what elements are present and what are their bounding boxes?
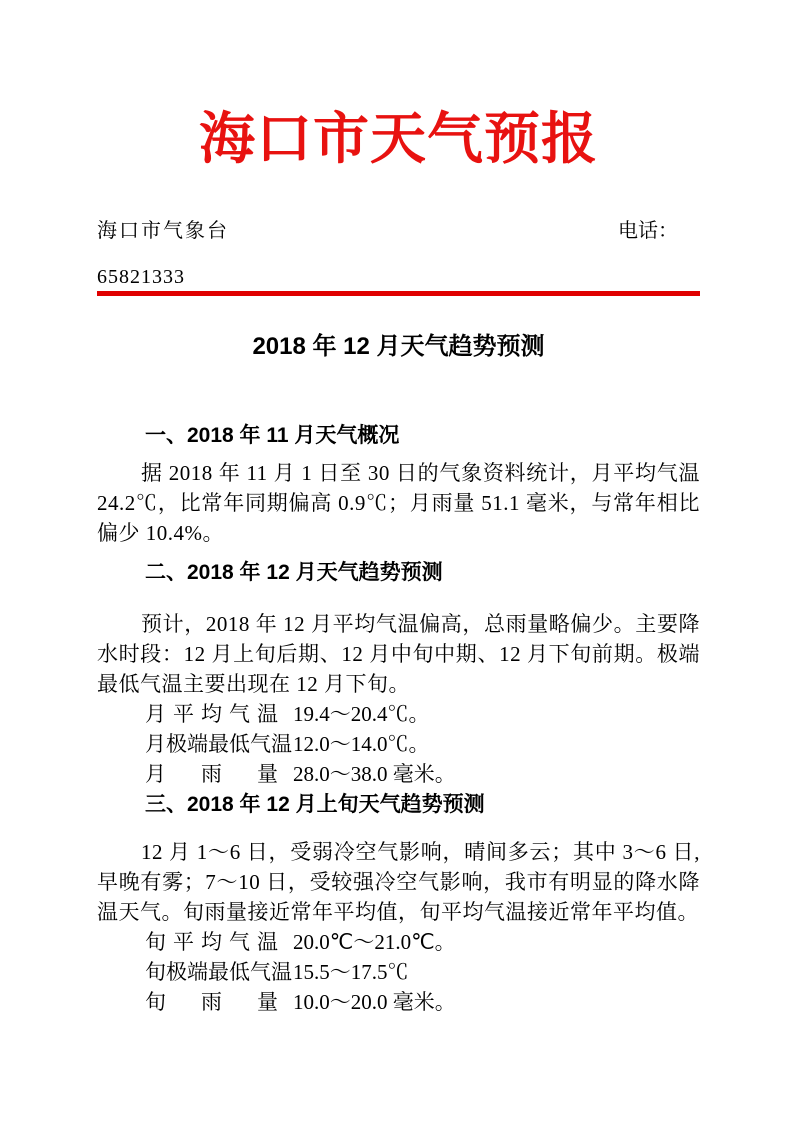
section-3-heading: 三、2018 年 12 月上旬天气趋势预测	[145, 793, 485, 816]
tenday-extreme-min-temp-label: 旬极端最低气温	[145, 960, 292, 984]
document-content	[97, 0, 700, 1017]
tenday-rainfall-label: 旬雨量	[145, 990, 278, 1014]
red-divider-rule	[97, 291, 700, 296]
letterhead-organization: 海口市气象台	[97, 220, 229, 242]
section-1-heading: 一、2018 年 11 月天气概况	[145, 424, 400, 447]
month-extreme-min-temp-row	[97, 729, 700, 759]
letterhead-phone-number: 65821333	[97, 266, 185, 288]
tenday-avg-temp-row	[97, 927, 700, 957]
tenday-rainfall-row	[97, 987, 700, 1017]
section-1-paragraph: 据 2018 年 11 月 1 日至 30 日的气象资料统计，月平均气温 24.2℃，比常年同期偏高 0.9℃；月雨量 51.1 毫米，与常年相比偏少 10.4%。	[97, 461, 700, 545]
tenday-rainfall-value: 10.0～20.0 毫米。	[293, 990, 456, 1014]
section-2-paragraph: 预计，2018 年 12 月平均气温偏高，总雨量略偏少。主要降水时段：12 月上旬后期、12 月中旬中期、12 月下旬前期。极端最低气温主要出现在 12 月下旬。	[97, 612, 700, 696]
month-rainfall-label: 月雨量	[145, 762, 278, 786]
month-avg-temp-value: 19.4～20.4℃。	[293, 702, 430, 726]
tenday-extreme-min-temp-value: 15.5～17.5℃	[293, 960, 409, 984]
tenday-avg-temp-label: 旬平均气温	[145, 930, 278, 954]
tenday-avg-temp-value: 20.0℃～21.0℃。	[293, 930, 456, 954]
section-3-paragraph: 12 月 1～6 日，受弱冷空气影响，晴间多云；其中 3～6 日,早晚有雾；7～10 日，受较强冷空气影响，我市有明显的降水降温天气。旬雨量接近常年平均值，旬平均气温接近常年平均值。	[97, 840, 700, 924]
section-2-heading: 二、2018 年 12 月天气趋势预测	[145, 561, 443, 584]
tenday-extreme-min-temp-row	[97, 957, 700, 987]
month-rainfall-value: 28.0～38.0 毫米。	[293, 762, 456, 786]
month-extreme-min-temp-value: 12.0～14.0℃。	[293, 732, 430, 756]
month-avg-temp-row	[97, 699, 700, 729]
month-extreme-min-temp-label: 月极端最低气温	[145, 732, 292, 756]
letterhead-row	[97, 218, 700, 244]
month-rainfall-row	[97, 759, 700, 789]
document-title: 海口市天气预报	[199, 107, 598, 170]
letterhead-phone-label: 电话：	[618, 220, 678, 242]
month-avg-temp-label: 月平均气温	[145, 702, 278, 726]
main-heading: 2018 年 12 月天气趋势预测	[252, 333, 545, 360]
